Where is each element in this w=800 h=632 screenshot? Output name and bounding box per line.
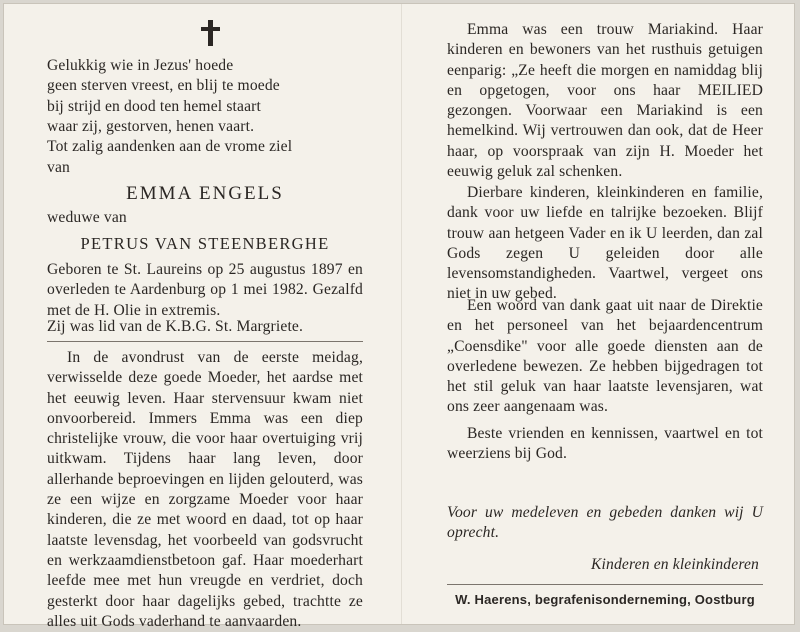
birth-death-text: Geboren te St. Laureins op 25 augustus 1897 en overleden te Aardenburg op 1 mei 1982. Gezalfd met de H. Olie in extremis. bbox=[47, 261, 363, 319]
dedication-van: van bbox=[47, 159, 70, 176]
cross-icon bbox=[201, 20, 221, 46]
right-paragraph: Dierbare kinderen, kleinkinderen en familie, dank voor uw liefde en talrijke bezoeken. Blijf trouw aan hetgeen Vader en ik U leerden, dan zal Gods zegen U geleiden door alle levensomstandigheden. Vaartwel, vergeet ons niet in uw gebed. bbox=[447, 184, 763, 303]
poem bbox=[47, 56, 363, 137]
signature: Kinderen en kleinkinderen bbox=[590, 556, 759, 573]
right-paragraph: Een woord van dank gaat uit naar de Direktie en het personeel van het bejaardencentrum „Coensdike" voor alle goede diensten aan de overledene bewezen. Ze hebben bijgedragen tot het stil geluk van haar laatste levensjaren, wat ons zeer aangenaam was. bbox=[447, 297, 763, 416]
right-paragraph: Beste vrienden en kennissen, vaartwel en tot weerziens bij God. bbox=[447, 425, 763, 463]
divider bbox=[447, 584, 763, 585]
printer-credit: W. Haerens, begrafenisonderneming, Oostburg bbox=[455, 592, 755, 607]
membership-text: Zij was lid van de K.B.G. St. Margriete. bbox=[47, 318, 304, 335]
poem-line: geen sterven vreest, en blij te moede bbox=[47, 77, 280, 95]
thanks-text: Voor uw medeleven en gebeden danken wij U oprecht. bbox=[447, 504, 763, 542]
left-body-text: In de avondrust van de eerste meidag, verwisselde deze goede Moeder, het aardse met het eeuwig leven. Haar stervensuur kwam niet onvoorbereid. Immers Emma was een diep christelijke vrouw, die voor haar overtuiging vrij uitkwam. Tijdens haar lang leven, door allerhande beproevingen en lijden gelouterd, was ze een wijze en zorgzame Moeder voor haar kinderen, die ze met woord en daad, tot op haar laatste levensdag, het voorbeeld van godsvrucht en werkzaamdienstbetoon gaf. Haar moederhart leefde mee met hun vreugde en verdriet, doch gesterkt door haar dagelijks gebed, trachtte ze alles uit Gods vaderhand te aanvaarden. bbox=[47, 349, 363, 630]
poem-line: bij strijd en dood ten hemel staart bbox=[47, 97, 261, 115]
poem-line: waar zij, gestorven, henen vaart. bbox=[47, 117, 255, 135]
divider bbox=[47, 341, 363, 342]
dedication: Tot zalig aandenken aan de vrome ziel bbox=[47, 138, 293, 155]
right-paragraph: Emma was een trouw Mariakind. Haar kinderen en bewoners van het rusthuis getuigen eenparig: „Ze heeft die morgen en namiddag blij en opgetogen, voor ons haar MEILIED gezongen. Voorwaar een Mariakind is een hemelkind. Wij vertrouwen dan ook, dat de Heer haar, op voorspraak van zijn H. Moeder het eeuwig geluk zal schenken. bbox=[447, 21, 763, 181]
card-fold bbox=[401, 4, 402, 624]
poem-line: Gelukkig wie in Jezus' hoede bbox=[47, 57, 234, 74]
deceased-name: EMMA ENGELS bbox=[126, 183, 284, 204]
husband-name: PETRUS VAN STEENBERGHE bbox=[80, 234, 330, 253]
widow-of: weduwe van bbox=[47, 209, 127, 226]
memorial-card bbox=[4, 4, 794, 630]
